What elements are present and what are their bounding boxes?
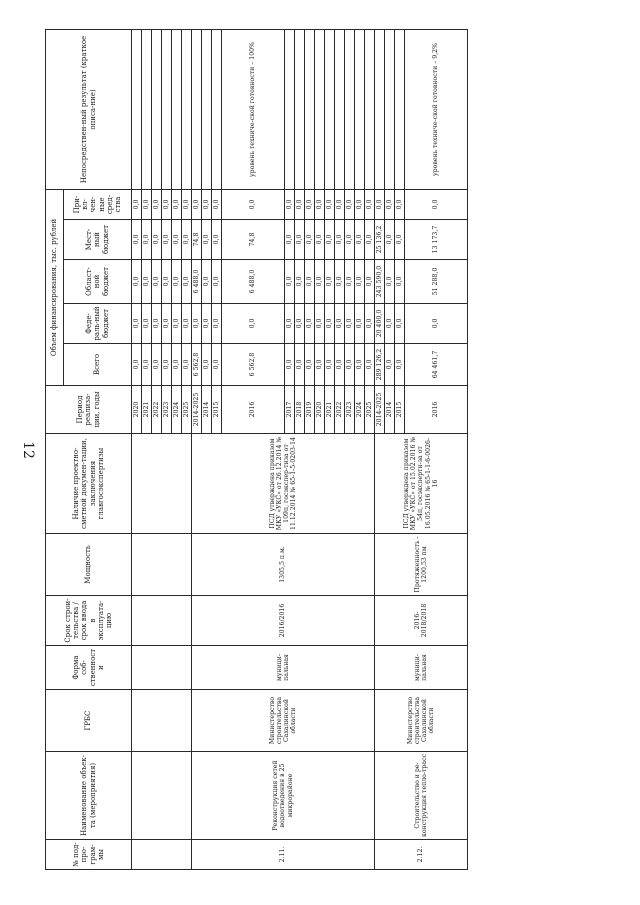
attracted-cell: 0,0 <box>222 189 285 219</box>
result-cell <box>315 29 325 189</box>
local-cell: 0,0 <box>295 220 305 260</box>
attracted-cell: 0,0 <box>285 189 295 219</box>
total-cell: 0,0 <box>172 344 182 386</box>
period-cell: 2023 <box>162 386 172 434</box>
local-cell: 0,0 <box>132 220 142 260</box>
total-cell: 0,0 <box>345 344 355 386</box>
local-cell: 0,0 <box>325 220 335 260</box>
attracted-cell: 0,0 <box>202 189 212 219</box>
local-cell: 0,0 <box>315 220 325 260</box>
regional-cell: 51 288,0 <box>405 260 468 304</box>
period-cell: 2015 <box>395 386 405 434</box>
period-cell: 2019 <box>305 386 315 434</box>
federal-cell: 0,0 <box>162 304 172 344</box>
total-cell: 0,0 <box>202 344 212 386</box>
regional-cell: 0,0 <box>395 260 405 304</box>
header-psd: Наличие проектно-сметной докумен-тации, заключения главгосэкспертизы <box>46 434 132 534</box>
total-cell: 0,0 <box>355 344 365 386</box>
regional-cell: 0,0 <box>202 260 212 304</box>
local-cell: 0,0 <box>355 220 365 260</box>
attracted-cell: 0,0 <box>152 189 162 219</box>
total-cell: 0,0 <box>295 344 305 386</box>
total-cell: 0,0 <box>212 344 222 386</box>
total-cell: 6 562,8 <box>222 344 285 386</box>
result-cell <box>285 29 295 189</box>
project-capacity: Протяженность - 1200,53 пм <box>375 534 468 596</box>
result-cell <box>172 29 182 189</box>
project-ownership: муници-пальная <box>192 646 375 690</box>
federal-cell: 0,0 <box>142 304 152 344</box>
attracted-cell: 0,0 <box>212 189 222 219</box>
result-cell <box>355 29 365 189</box>
period-cell: 2018 <box>295 386 305 434</box>
regional-cell: 0,0 <box>325 260 335 304</box>
federal-cell: 0,0 <box>405 304 468 344</box>
regional-cell: 0,0 <box>365 260 375 304</box>
result-cell <box>295 29 305 189</box>
regional-cell: 0,0 <box>315 260 325 304</box>
federal-cell: 0,0 <box>335 304 345 344</box>
attracted-cell: 0,0 <box>395 189 405 219</box>
total-cell: 0,0 <box>152 344 162 386</box>
regional-cell: 6 488,0 <box>222 260 285 304</box>
federal-cell: 0,0 <box>132 304 142 344</box>
header-ownership: Форма соб-ственности <box>46 646 132 690</box>
regional-cell: 0,0 <box>305 260 315 304</box>
result-cell <box>162 29 172 189</box>
period-cell: 2025 <box>365 386 375 434</box>
attracted-cell: 0,0 <box>182 189 192 219</box>
attracted-cell: 0,0 <box>315 189 325 219</box>
local-cell: 0,0 <box>305 220 315 260</box>
header-total: Всего <box>64 344 132 386</box>
header-result: Непосредствен-ный результат (краткое описа-ние) <box>46 29 132 189</box>
federal-cell: 0,0 <box>192 304 202 344</box>
table-body <box>132 29 468 869</box>
header-federal: Феде-раль-ный бюджет <box>64 304 132 344</box>
period-cell: 2022 <box>335 386 345 434</box>
project-psd: ПСД утверждена приказом МКУ «УКС» от 15.02.2016 № 54п, госэксперти-за от 16.05.2016 № 65-1-1-6-0026-16 <box>375 434 468 534</box>
total-cell: 0,0 <box>335 344 345 386</box>
header-funding-group: Объем финансирования, тыс. рублей <box>46 189 64 385</box>
project-ownership: муници-пальная <box>375 646 468 690</box>
federal-cell: 0,0 <box>315 304 325 344</box>
header-term: Срок строи-тельства / срок ввода в эксплуата-цию <box>46 596 132 646</box>
local-cell: 0,0 <box>385 220 395 260</box>
federal-cell: 0,0 <box>152 304 162 344</box>
period-cell: 2021 <box>325 386 335 434</box>
attracted-cell: 0,0 <box>192 189 202 219</box>
result-cell <box>325 29 335 189</box>
result-cell <box>152 29 162 189</box>
period-cell: 2020 <box>315 386 325 434</box>
period-cell: 2014-2025 <box>375 386 385 434</box>
period-cell: 2016 <box>222 386 285 434</box>
federal-cell: 0,0 <box>305 304 315 344</box>
total-cell: 0,0 <box>142 344 152 386</box>
local-cell: 0,0 <box>202 220 212 260</box>
project-number: 2.11. <box>192 840 375 870</box>
attracted-cell: 0,0 <box>172 189 182 219</box>
period-cell: 2023 <box>345 386 355 434</box>
period-cell: 2014 <box>385 386 395 434</box>
regional-cell: 0,0 <box>142 260 152 304</box>
local-cell: 0,0 <box>182 220 192 260</box>
table-row <box>375 29 385 869</box>
total-cell: 0,0 <box>365 344 375 386</box>
empty-cell <box>132 534 192 596</box>
federal-cell: 0,0 <box>182 304 192 344</box>
regional-cell: 0,0 <box>182 260 192 304</box>
attracted-cell: 0,0 <box>375 189 385 219</box>
period-cell: 2014 <box>202 386 212 434</box>
regional-cell: 0,0 <box>132 260 142 304</box>
regional-cell: 0,0 <box>162 260 172 304</box>
total-cell: 64 461,7 <box>405 344 468 386</box>
attracted-cell: 0,0 <box>335 189 345 219</box>
header-attracted: При-вл-чен-ные сред-ства <box>64 189 132 219</box>
local-cell: 0,0 <box>152 220 162 260</box>
federal-cell: 0,0 <box>172 304 182 344</box>
regional-cell: 0,0 <box>345 260 355 304</box>
project-term: 2016/2016 <box>192 596 375 646</box>
local-cell: 25 136,2 <box>375 220 385 260</box>
federal-cell: 20 400,0 <box>375 304 385 344</box>
period-cell: 2017 <box>285 386 295 434</box>
regional-cell: 0,0 <box>385 260 395 304</box>
local-cell: 74,8 <box>192 220 202 260</box>
attracted-cell: 0,0 <box>132 189 142 219</box>
period-cell: 2016 <box>405 386 468 434</box>
project-grbs: Министерство строительства Сахалинской области <box>192 690 375 752</box>
total-cell: 0,0 <box>132 344 142 386</box>
header-name: Наименование объек-та (мероприятия) <box>46 752 132 840</box>
period-cell: 2025 <box>182 386 192 434</box>
regional-cell: 0,0 <box>295 260 305 304</box>
project-capacity: 1305,5 п.м. <box>192 534 375 596</box>
local-cell: 0,0 <box>335 220 345 260</box>
header-regional: Област-ной бюджет <box>64 260 132 304</box>
period-cell: 2024 <box>355 386 365 434</box>
empty-cell <box>132 596 192 646</box>
result-cell <box>142 29 152 189</box>
project-name: Строительство и ре-конструкция тепло-трасс <box>375 752 468 840</box>
regional-cell: 243 590,0 <box>375 260 385 304</box>
attracted-cell: 0,0 <box>385 189 395 219</box>
result-cell <box>395 29 405 189</box>
local-cell: 13 173,7 <box>405 220 468 260</box>
total-cell: 0,0 <box>285 344 295 386</box>
regional-cell: 0,0 <box>212 260 222 304</box>
attracted-cell: 0,0 <box>325 189 335 219</box>
period-cell: 2021 <box>142 386 152 434</box>
regional-cell: 0,0 <box>355 260 365 304</box>
attracted-cell: 0,0 <box>305 189 315 219</box>
total-cell: 0,0 <box>325 344 335 386</box>
result-cell <box>335 29 345 189</box>
empty-cell <box>132 752 192 840</box>
period-cell: 2024 <box>172 386 182 434</box>
project-number: 2.12. <box>375 840 468 870</box>
local-cell: 0,0 <box>172 220 182 260</box>
total-cell: 289 126,2 <box>375 344 385 386</box>
project-psd: ПСД утверждена приказом МКУ «УКС» от 26.12.2014 № 109п, госэкспер-тиза от 11.12.2014 № 65-1-5-0203-14 <box>192 434 375 534</box>
local-cell: 0,0 <box>162 220 172 260</box>
period-cell: 2022 <box>152 386 162 434</box>
header-num: № под-про-грам-мы <box>46 840 132 870</box>
total-cell: 0,0 <box>182 344 192 386</box>
header-local: Мест-ный бюджет <box>64 220 132 260</box>
empty-cell <box>132 434 192 534</box>
investment-table <box>45 29 468 870</box>
total-cell: 0,0 <box>305 344 315 386</box>
federal-cell: 0,0 <box>222 304 285 344</box>
attracted-cell: 0,0 <box>365 189 375 219</box>
empty-cell <box>132 646 192 690</box>
federal-cell: 0,0 <box>202 304 212 344</box>
result-cell <box>375 29 385 189</box>
project-term: 2016-2018/2018 <box>375 596 468 646</box>
attracted-cell: 0,0 <box>345 189 355 219</box>
federal-cell: 0,0 <box>345 304 355 344</box>
local-cell: 0,0 <box>142 220 152 260</box>
table-row <box>132 29 142 869</box>
local-cell: 0,0 <box>212 220 222 260</box>
attracted-cell: 0,0 <box>295 189 305 219</box>
regional-cell: 0,0 <box>335 260 345 304</box>
empty-cell <box>132 840 192 870</box>
federal-cell: 0,0 <box>355 304 365 344</box>
total-cell: 6 562,8 <box>192 344 202 386</box>
local-cell: 74,8 <box>222 220 285 260</box>
table-row <box>192 29 202 869</box>
total-cell: 0,0 <box>162 344 172 386</box>
result-cell <box>365 29 375 189</box>
regional-cell: 6 488,0 <box>192 260 202 304</box>
result-cell <box>212 29 222 189</box>
regional-cell: 0,0 <box>285 260 295 304</box>
federal-cell: 0,0 <box>325 304 335 344</box>
local-cell: 0,0 <box>285 220 295 260</box>
project-grbs: Министерство строительства Сахалинской области <box>375 690 468 752</box>
total-cell: 0,0 <box>395 344 405 386</box>
local-cell: 0,0 <box>345 220 355 260</box>
regional-cell: 0,0 <box>172 260 182 304</box>
attracted-cell: 0,0 <box>355 189 365 219</box>
attracted-cell: 0,0 <box>405 189 468 219</box>
federal-cell: 0,0 <box>212 304 222 344</box>
header-grbs: ГРБС <box>46 690 132 752</box>
period-cell: 2020 <box>132 386 142 434</box>
period-cell: 2015 <box>212 386 222 434</box>
federal-cell: 0,0 <box>295 304 305 344</box>
regional-cell: 0,0 <box>152 260 162 304</box>
attracted-cell: 0,0 <box>162 189 172 219</box>
result-cell <box>202 29 212 189</box>
result-cell <box>192 29 202 189</box>
header-capacity: Мощность <box>46 534 132 596</box>
result-cell <box>132 29 142 189</box>
federal-cell: 0,0 <box>395 304 405 344</box>
rotated-page <box>45 30 625 870</box>
federal-cell: 0,0 <box>285 304 295 344</box>
total-cell: 0,0 <box>385 344 395 386</box>
federal-cell: 0,0 <box>385 304 395 344</box>
result-cell <box>385 29 395 189</box>
header-period: Период реализа-ции, годы <box>46 386 132 434</box>
result-cell: уровень техниче-ской готовности – 9,2% <box>405 29 468 189</box>
project-name: Реконструкция сетей водоотведения в 25 микрорайоне <box>192 752 375 840</box>
federal-cell: 0,0 <box>365 304 375 344</box>
total-cell: 0,0 <box>315 344 325 386</box>
local-cell: 0,0 <box>365 220 375 260</box>
empty-cell <box>132 690 192 752</box>
period-cell: 2014-2025 <box>192 386 202 434</box>
attracted-cell: 0,0 <box>142 189 152 219</box>
result-cell <box>305 29 315 189</box>
local-cell: 0,0 <box>395 220 405 260</box>
result-cell <box>182 29 192 189</box>
result-cell <box>345 29 355 189</box>
page-number: 12 <box>20 441 36 459</box>
result-cell: уровень техниче-ской готовности – 100% <box>222 29 285 189</box>
